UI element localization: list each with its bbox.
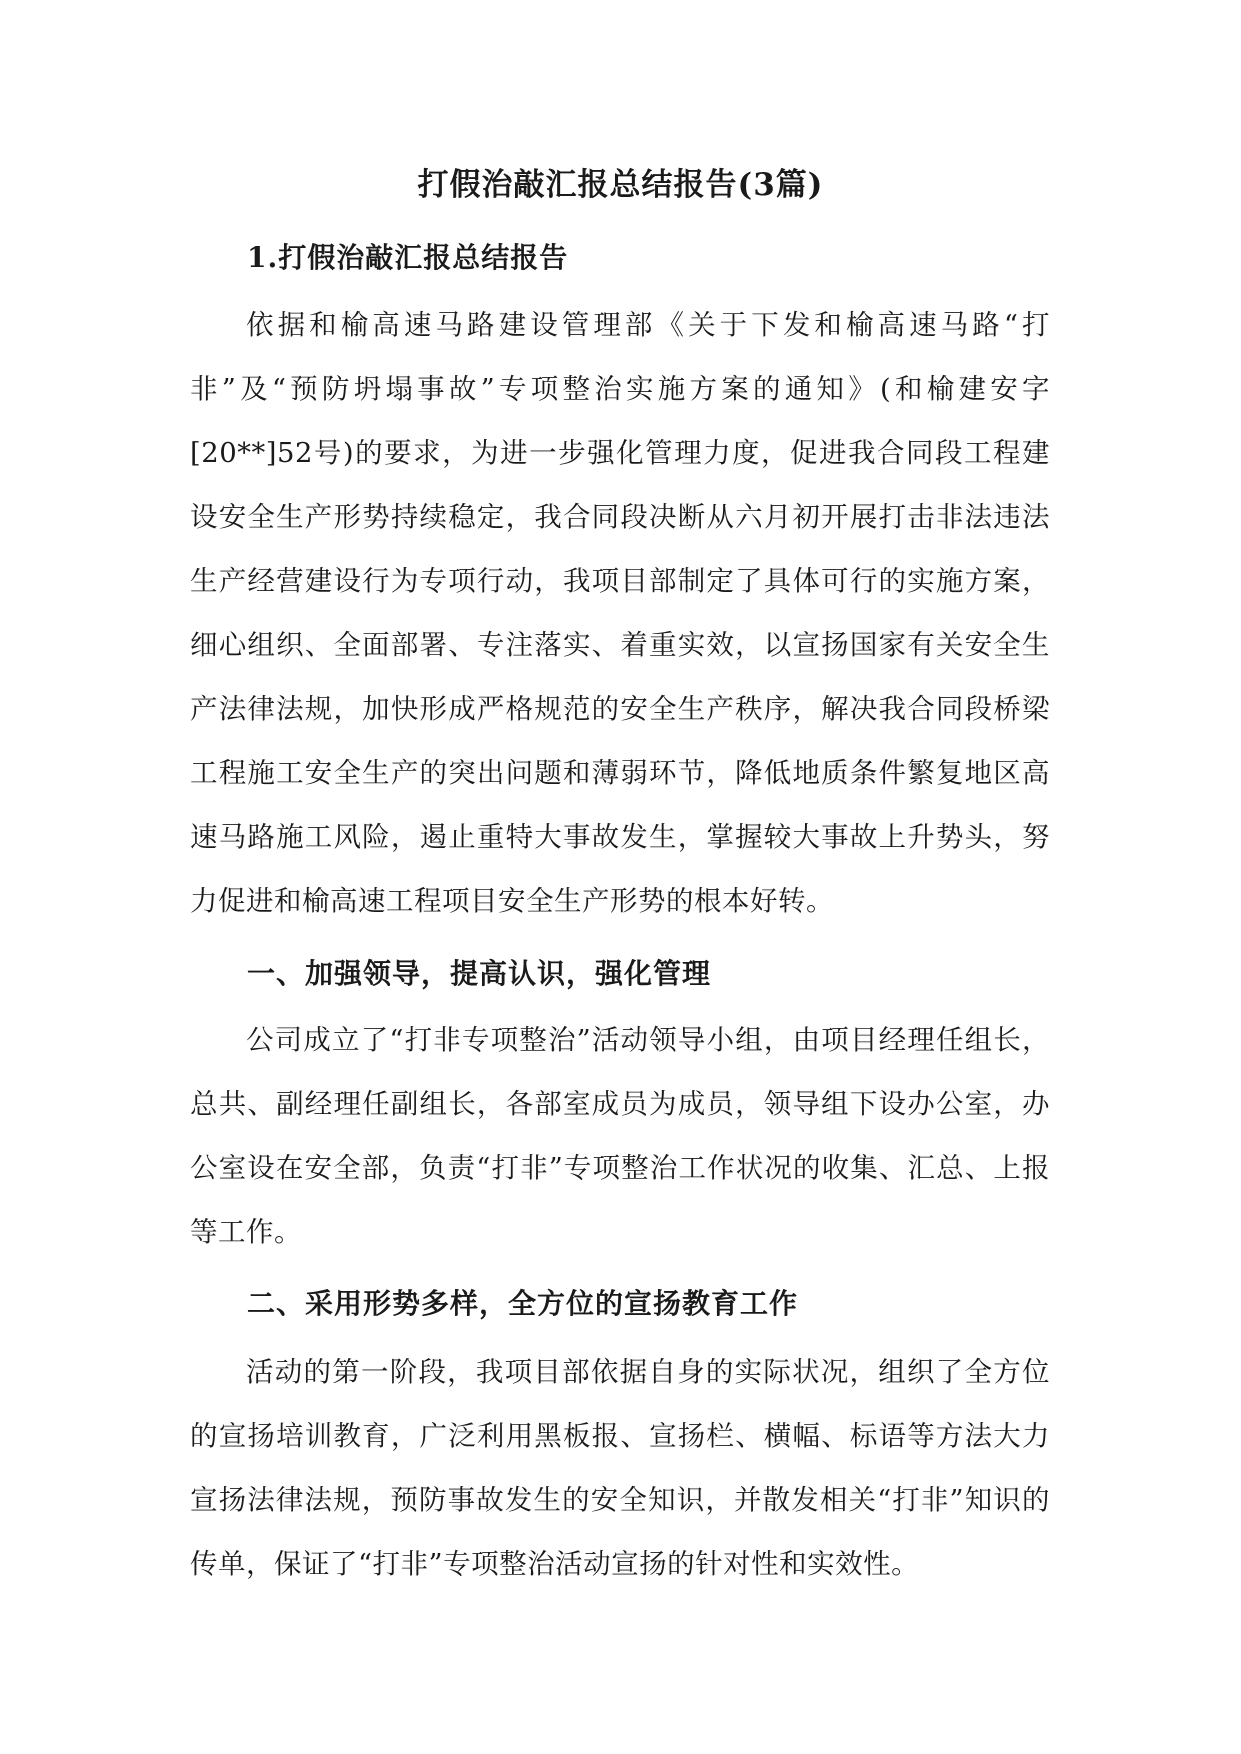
section-heading-3: 二、采用形势多样，全方位的宣扬教育工作 bbox=[247, 1287, 799, 1320]
section-paragraph-2: 公司成立了“打非专项整治”活动领导小组，由项目经理任组长，总共、副经理任副组长，各部室成员为成员，领导组下设办公室，办公室设在安全部，负责“打非”专项整治工作状况的收集、汇总、上报等工作。 bbox=[190, 1024, 1050, 1248]
document-title: 打假治敲汇报总结报告(3篇) bbox=[417, 167, 824, 203]
section-heading-2: 一、加强领导，提高认识，强化管理 bbox=[247, 957, 712, 990]
section-heading-1: 1.打假治敲汇报总结报告 bbox=[247, 241, 569, 274]
section-paragraph-1: 依据和榆高速马路建设管理部《关于下发和榆高速马路“打非”及“预防坍塌事故”专项整治实施方案的通知》(和榆建安字[20**]52号)的要求，为进一步强化管理力度，促进我合同段工程建设安全生产形势持续稳定，我合同段决断从六月初开展打击非法违法生产经营建设行为专项行动，我项目部制定了具体可行的实施方案，细心组织、全面部署、专注落实、着重实效，以宣扬国家有关安全生产法律法规，加快形成严格规范的安全生产秩序，解决我合同段桥梁工程施工安全生产的突出问题和薄弱环节，降低地质条件繁复地区高速马路施工风险，遏止重特大事故发生，掌握较大事故上升势头，努力促进和榆高速工程项目安全生产形势的根本好转。 bbox=[190, 309, 1050, 917]
section-paragraph-3: 活动的第一阶段，我项目部依据自身的实际状况，组织了全方位的宣扬培训教育，广泛利用黑板报、宣扬栏、横幅、标语等方法大力宣扬法律法规，预防事故发生的安全知识，并散发相关“打非”知识的传单，保证了“打非”专项整治活动宣扬的针对性和实效性。 bbox=[190, 1356, 1050, 1580]
